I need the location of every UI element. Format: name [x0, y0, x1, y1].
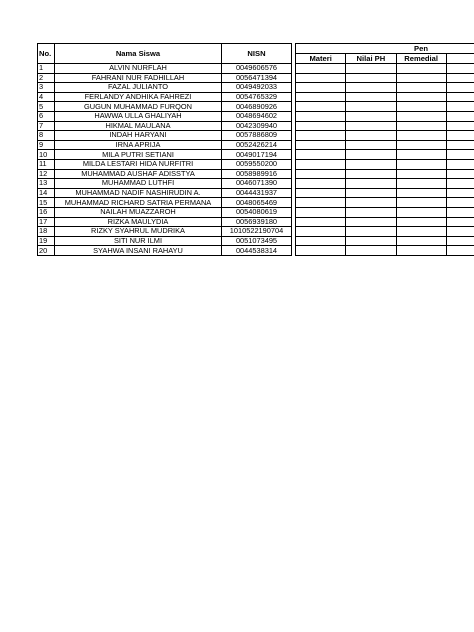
row-materi [296, 64, 346, 74]
table-row [38, 179, 474, 189]
table-row [38, 236, 474, 246]
row-nisn: 0046071390 [222, 179, 292, 189]
row-remedial [396, 140, 446, 150]
row-nilai-ph [346, 169, 396, 179]
row-nilai-ph [346, 159, 396, 169]
row-materi [296, 121, 346, 131]
row-name: IRNA APRIJA [55, 140, 222, 150]
table-row [38, 92, 474, 102]
row-remedial [396, 64, 446, 74]
row-extra [446, 140, 474, 150]
row-extra [446, 188, 474, 198]
row-materi [296, 236, 346, 246]
table-row [38, 73, 474, 83]
table-row [38, 83, 474, 93]
row-no: 8 [38, 131, 55, 141]
row-remedial [396, 236, 446, 246]
row-materi [296, 207, 346, 217]
row-materi [296, 150, 346, 160]
row-name: SITI NUR ILMI [55, 236, 222, 246]
row-no: 19 [38, 236, 55, 246]
table-row [38, 150, 474, 160]
row-extra [446, 92, 474, 102]
row-materi [296, 246, 346, 256]
row-nisn: 0054765329 [222, 92, 292, 102]
table-row [38, 198, 474, 208]
row-no: 7 [38, 121, 55, 131]
row-name: INDAH HARYANI [55, 131, 222, 141]
header-materi: Materi [296, 54, 346, 64]
table-row [38, 217, 474, 227]
row-extra [446, 198, 474, 208]
row-materi [296, 188, 346, 198]
row-nisn: 0058989916 [222, 169, 292, 179]
row-no: 18 [38, 227, 55, 237]
table-row [38, 227, 474, 237]
row-name: SYAHWA INSANI RAHAYU [55, 246, 222, 256]
row-nisn: 0056939180 [222, 217, 292, 227]
row-name: RIZKY SYAHRUL MUDRIKA [55, 227, 222, 237]
table-row [38, 188, 474, 198]
row-no: 17 [38, 217, 55, 227]
row-extra [446, 227, 474, 237]
row-remedial [396, 188, 446, 198]
row-materi [296, 140, 346, 150]
row-nilai-ph [346, 131, 396, 141]
row-no: 13 [38, 179, 55, 189]
table-row [38, 111, 474, 121]
row-nilai-ph [346, 188, 396, 198]
row-nisn: 0048694602 [222, 111, 292, 121]
row-extra [446, 236, 474, 246]
row-nisn: 0049492033 [222, 83, 292, 93]
row-remedial [396, 73, 446, 83]
student-table [37, 43, 474, 256]
table-row [38, 169, 474, 179]
table-row [38, 121, 474, 131]
row-materi [296, 159, 346, 169]
row-name: FERLANDY ANDHIKA FAHREZI [55, 92, 222, 102]
row-no: 11 [38, 159, 55, 169]
header-nilai-ph: Nilai PH [346, 54, 396, 64]
row-nisn: 0056471394 [222, 73, 292, 83]
row-remedial [396, 159, 446, 169]
row-name: MILA PUTRI SETIANI [55, 150, 222, 160]
row-extra [446, 217, 474, 227]
row-extra [446, 169, 474, 179]
row-name: MUHAMMAD NADIF NASHIRUDIN A. [55, 188, 222, 198]
row-extra [446, 131, 474, 141]
table-row [38, 131, 474, 141]
row-name: FAZAL JULIANTO [55, 83, 222, 93]
row-nilai-ph [346, 236, 396, 246]
row-nisn: 0051073495 [222, 236, 292, 246]
row-nilai-ph [346, 102, 396, 112]
row-no: 6 [38, 111, 55, 121]
header-group-penilaian: Pen [296, 44, 474, 54]
row-nisn: 1010522190704 [222, 227, 292, 237]
row-remedial [396, 121, 446, 131]
row-extra [446, 73, 474, 83]
row-name: RIZKA MAULYDIA [55, 217, 222, 227]
row-remedial [396, 217, 446, 227]
row-nisn: 0046890926 [222, 102, 292, 112]
row-materi [296, 198, 346, 208]
header-name: Nama Siswa [55, 44, 222, 64]
row-extra [446, 159, 474, 169]
row-extra [446, 102, 474, 112]
row-no: 16 [38, 207, 55, 217]
row-name: GUGUN MUHAMMAD FURQON [55, 102, 222, 112]
table-row [38, 64, 474, 74]
row-materi [296, 227, 346, 237]
row-name: MUHAMMAD RICHARD SATRIA PERMANA [55, 198, 222, 208]
row-nilai-ph [346, 83, 396, 93]
row-no: 9 [38, 140, 55, 150]
row-nisn: 0048065469 [222, 198, 292, 208]
row-nilai-ph [346, 73, 396, 83]
row-nisn: 0054080619 [222, 207, 292, 217]
row-nisn: 0049017194 [222, 150, 292, 160]
row-no: 3 [38, 83, 55, 93]
row-name: HAWWA ULLA GHALIYAH [55, 111, 222, 121]
row-extra [446, 179, 474, 189]
row-name: FAHRANI NUR FADHILLAH [55, 73, 222, 83]
row-materi [296, 169, 346, 179]
row-no: 2 [38, 73, 55, 83]
row-extra [446, 111, 474, 121]
row-materi [296, 83, 346, 93]
row-materi [296, 217, 346, 227]
row-nisn: 0044538314 [222, 246, 292, 256]
row-nilai-ph [346, 140, 396, 150]
row-nisn: 0052426214 [222, 140, 292, 150]
row-name: MILDA LESTARI HIDA NURFITRI [55, 159, 222, 169]
row-no: 10 [38, 150, 55, 160]
table-row [38, 159, 474, 169]
row-nilai-ph [346, 121, 396, 131]
row-no: 5 [38, 102, 55, 112]
row-nisn: 0049606576 [222, 64, 292, 74]
row-extra [446, 246, 474, 256]
row-no: 1 [38, 64, 55, 74]
row-nilai-ph [346, 198, 396, 208]
header-nisn: NISN [222, 44, 292, 64]
row-extra [446, 150, 474, 160]
row-materi [296, 179, 346, 189]
row-remedial [396, 111, 446, 121]
row-nisn: 0044431937 [222, 188, 292, 198]
row-materi [296, 92, 346, 102]
row-materi [296, 111, 346, 121]
row-no: 12 [38, 169, 55, 179]
header-remedial: Remedial [396, 54, 446, 64]
row-materi [296, 102, 346, 112]
row-remedial [396, 150, 446, 160]
row-remedial [396, 179, 446, 189]
row-name: ALVIN NURFLAH [55, 64, 222, 74]
row-extra [446, 121, 474, 131]
table-row [38, 246, 474, 256]
row-no: 20 [38, 246, 55, 256]
row-remedial [396, 169, 446, 179]
row-nisn: 0059550200 [222, 159, 292, 169]
row-extra [446, 64, 474, 74]
row-nilai-ph [346, 246, 396, 256]
row-nilai-ph [346, 207, 396, 217]
header-extra [446, 54, 474, 64]
spreadsheet-page [37, 43, 474, 269]
row-no: 14 [38, 188, 55, 198]
row-nisn: 0057886809 [222, 131, 292, 141]
row-extra [446, 207, 474, 217]
row-name: NAILAH MUAZZAROH [55, 207, 222, 217]
row-no: 15 [38, 198, 55, 208]
row-nilai-ph [346, 92, 396, 102]
row-materi [296, 131, 346, 141]
row-nisn: 0042309940 [222, 121, 292, 131]
row-remedial [396, 102, 446, 112]
table-row [38, 102, 474, 112]
row-nilai-ph [346, 150, 396, 160]
table-row [38, 140, 474, 150]
table-row [38, 207, 474, 217]
row-remedial [396, 207, 446, 217]
row-remedial [396, 83, 446, 93]
row-remedial [396, 92, 446, 102]
header-no: No. [38, 44, 55, 64]
row-nilai-ph [346, 217, 396, 227]
row-materi [296, 73, 346, 83]
row-remedial [396, 246, 446, 256]
row-no: 4 [38, 92, 55, 102]
row-name: MUHAMMAD AUSHAF ADISSTYA [55, 169, 222, 179]
table-body [38, 64, 474, 256]
row-name: MUHAMMAD LUTHFI [55, 179, 222, 189]
row-extra [446, 83, 474, 93]
row-remedial [396, 198, 446, 208]
row-nilai-ph [346, 111, 396, 121]
row-name: HIKMAL MAULANA [55, 121, 222, 131]
row-remedial [396, 131, 446, 141]
header-row-top [38, 44, 474, 54]
row-nilai-ph [346, 227, 396, 237]
row-nilai-ph [346, 64, 396, 74]
row-remedial [396, 227, 446, 237]
row-nilai-ph [346, 179, 396, 189]
